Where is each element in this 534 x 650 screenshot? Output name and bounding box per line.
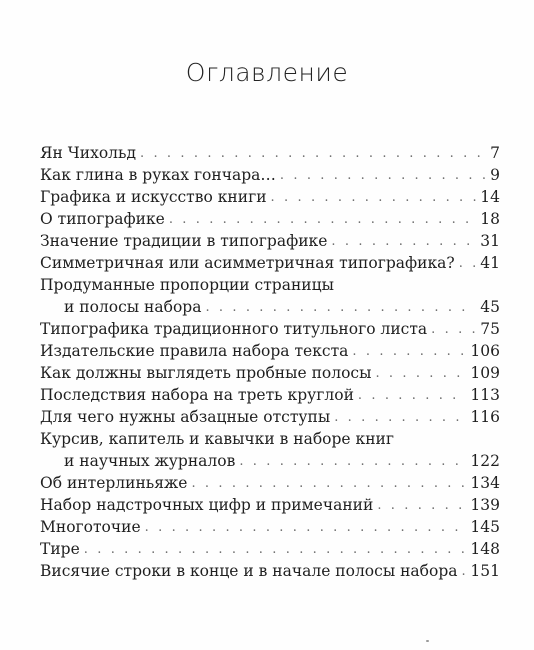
toc-entry — [40, 230, 500, 252]
toc-entry-page: 31 — [480, 232, 500, 250]
toc-entry — [40, 186, 500, 208]
toc-entry-page: 145 — [470, 518, 500, 536]
dot-leader — [375, 363, 466, 385]
toc-entry — [40, 340, 500, 362]
toc-entry-title: Симметричная или асимметричная типографика? — [40, 254, 455, 272]
toc-entry-page: 151 — [470, 562, 500, 580]
toc-entry-page: 139 — [470, 496, 500, 514]
dot-leader — [145, 517, 467, 539]
dot-leader — [352, 341, 466, 363]
toc-entry — [40, 384, 500, 406]
toc-entry-title: Об интерлиньяже — [40, 474, 188, 492]
toc-entry-title: Последствия набора на треть круглой — [40, 386, 354, 404]
toc-entry — [40, 560, 500, 582]
toc-entry-title: Издательские правила набора текста — [40, 342, 349, 360]
table-of-contents — [40, 142, 500, 582]
toc-entry — [40, 472, 500, 494]
toc-entry-title: О типографике — [40, 210, 165, 228]
toc-entry-page: 7 — [490, 144, 500, 162]
toc-entry-title: Висячие строки в конце и в начале полосы набора — [40, 562, 458, 580]
toc-entry-page: 134 — [470, 474, 500, 492]
toc-entry-page: 122 — [470, 452, 500, 470]
toc-entry — [40, 208, 500, 230]
print-speck — [426, 640, 429, 642]
toc-entry-page: 41 — [480, 254, 500, 272]
dot-leader — [462, 561, 467, 583]
toc-entry-page: 109 — [470, 364, 500, 382]
toc-entry-page: 9 — [490, 166, 500, 184]
toc-entry — [40, 142, 500, 164]
dot-leader — [239, 451, 466, 473]
toc-entry — [40, 164, 500, 186]
toc-entry — [40, 428, 500, 472]
toc-entry-title: Многоточие — [40, 518, 141, 536]
toc-entry-title: Набор надстрочных цифр и примечаний — [40, 496, 374, 514]
toc-entry-title: Графика и искусство книги — [40, 188, 267, 206]
toc-entry-page: 75 — [480, 320, 500, 338]
dot-leader — [459, 253, 477, 275]
dot-leader — [191, 473, 466, 495]
toc-entry — [40, 406, 500, 428]
dot-leader — [280, 165, 486, 187]
dot-leader — [169, 209, 476, 231]
toc-entry-title: Как глина в руках гончара… — [40, 166, 276, 184]
toc-entry-title: Для чего нужны абзацные отступы — [40, 408, 331, 426]
toc-entry-title-line2: и научных журналов — [64, 452, 236, 470]
toc-entry-title: Тире — [40, 540, 80, 558]
dot-leader — [84, 539, 467, 561]
toc-entry — [40, 318, 500, 340]
toc-entry-title: Как должны выглядеть пробные полосы — [40, 364, 372, 382]
dot-leader — [140, 143, 486, 165]
dot-leader — [377, 495, 466, 517]
toc-entry — [40, 538, 500, 560]
toc-entry-page: 116 — [470, 408, 500, 426]
toc-entry — [40, 252, 500, 274]
toc-entry-page: 14 — [480, 188, 500, 206]
dot-leader — [334, 407, 466, 429]
toc-entry-page: 18 — [480, 210, 500, 228]
toc-entry-title-line2: и полосы набора — [64, 298, 202, 316]
toc-entry-page: 106 — [470, 342, 500, 360]
toc-entry-title-line1: Курсив, капитель и кавычки в наборе книг — [40, 430, 395, 448]
toc-entry-title: Типографика традиционного титульного листа — [40, 320, 428, 338]
toc-entry-title-line1: Продуманные пропорции страницы — [40, 276, 334, 294]
page-title: Оглавление — [185, 58, 349, 87]
toc-entry — [40, 274, 500, 318]
toc-entry-title: Значение традиции в типографике — [40, 232, 328, 250]
toc-entry — [40, 516, 500, 538]
dot-leader — [331, 231, 476, 253]
toc-entry-page: 148 — [470, 540, 500, 558]
toc-entry-page: 113 — [470, 386, 500, 404]
dot-leader — [205, 297, 476, 319]
dot-leader — [358, 385, 467, 407]
toc-entry-title: Ян Чихольд — [40, 144, 136, 162]
toc-entry-page: 45 — [480, 298, 500, 316]
dot-leader — [271, 187, 477, 209]
dot-leader — [431, 319, 476, 341]
toc-entry — [40, 494, 500, 516]
toc-entry — [40, 362, 500, 384]
